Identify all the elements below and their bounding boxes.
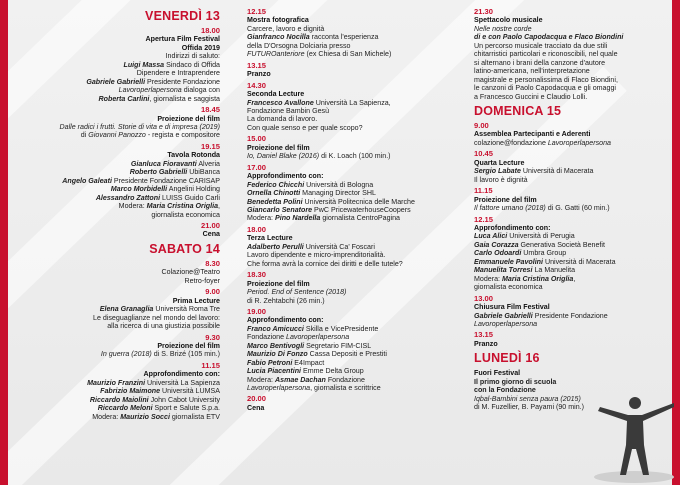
event-line: Gabriele Gabrielli Presidente Fondazione <box>86 77 220 86</box>
event-title: Pranzo <box>247 70 271 79</box>
event-block <box>247 395 455 412</box>
program-column-3 <box>474 8 670 415</box>
event-block <box>247 8 455 59</box>
event-line: Emmanuele Pavolini Università di Macerata <box>474 257 616 266</box>
event-line: FUTUROanteriore (ex Chiesa di San Michele) <box>247 50 392 59</box>
event-line: Modera: Maurizio Socci giornalista ETV <box>92 412 220 421</box>
event-line: di M. Fuzellier, B. Payami (90 min.) <box>474 403 584 412</box>
day-heading: SABATO 14 <box>149 241 220 256</box>
event-line: si alternano i brani della canzone d'autore <box>474 58 606 67</box>
event-line: Maurizio Di Fonzo Cassa Depositi e Prestiti <box>247 350 387 359</box>
event-line: Lavoroperlapersona, giornalista e scrittrice <box>247 384 381 393</box>
event-time: 11.15 <box>201 360 220 370</box>
event-line: di Giovanni Panozzo - regista e compositore <box>80 131 220 140</box>
left-red-bar <box>0 0 8 485</box>
event-line: Angelo Galeati Presidente Fondazione CARISAP <box>62 176 220 185</box>
event-line: Gabriele Gabrielli Presidente Fondazione <box>474 311 608 320</box>
event-block <box>474 295 670 329</box>
event-title: Terza Lecture <box>247 234 293 243</box>
event-title: Approfondimento con: <box>247 172 324 181</box>
event-time: 10.45 <box>474 149 494 159</box>
event-line: Francesco Avallone Università La Sapienza, <box>247 98 391 107</box>
event-title: Mostra fotografica <box>247 16 309 25</box>
event-time: 18.00 <box>200 26 220 35</box>
event-line: della D'Orsogna Dolciaria presso <box>247 41 351 50</box>
event-time: 8.30 <box>205 258 220 268</box>
event-line: colazione@fondazione Lavoroperlapersona <box>474 138 611 147</box>
event-time: 20.00 <box>247 394 267 404</box>
event-line: Franco Amicucci Skilla e VicePresidente <box>247 324 379 333</box>
event-block <box>20 143 220 219</box>
event-line: Iqbal-Bambini senza paura (2015) <box>474 394 581 403</box>
event-line: Giancarlo Senatore PwC PricewaterhouseCoopers <box>247 205 411 214</box>
event-block <box>474 331 670 348</box>
event-line: Gaia Corazza Generativa Società Benefit <box>474 240 605 249</box>
event-line: Fondazione Bambin Gesù <box>247 106 330 115</box>
event-block <box>247 62 455 79</box>
event-time: 18.45 <box>200 105 220 115</box>
event-title: Tavola Rotonda <box>167 151 220 160</box>
event-time: 17.00 <box>247 162 267 172</box>
event-line: Gianfranco Nocilla racconta l'esperienza <box>247 33 379 42</box>
event-line: Benedetta Polini Università Politecnica delle Marche <box>247 197 415 206</box>
event-line: Gianluca Fioravanti Alveria <box>130 159 220 168</box>
event-line: Luigi Massa Sindaco di Offida <box>123 60 220 69</box>
event-block <box>20 222 220 239</box>
event-line: Dipendere e Intraprendere <box>136 69 220 78</box>
event-title: Proiezione del film <box>247 279 310 288</box>
event-line: Modera: Pino Nardella giornalista CentroPagina <box>247 214 400 223</box>
event-line: Con quale senso e per quale scopo? <box>247 123 363 132</box>
event-line: Il fattore umano (2018) di G. Gatti (60 min.) <box>474 204 610 213</box>
event-line: Che forma avrà la cornice dei diritti e delle tutele? <box>247 259 403 268</box>
event-title: Proiezione del film <box>157 341 220 350</box>
event-line: Modera: Maria Cristina Origlia, <box>474 274 576 283</box>
event-title: Spettacolo musicale <box>474 16 543 25</box>
event-line: Colazione@Teatro <box>161 268 220 277</box>
program-column-2 <box>247 8 455 415</box>
event-line: giornalista economica <box>474 283 543 292</box>
event-title: Fuori Festival <box>474 369 521 378</box>
event-block <box>247 82 455 133</box>
event-title: Assemblea Partecipanti e Aderenti <box>474 130 591 139</box>
event-line: Io, Daniel Blake (2016) di K. Loach (100 min.) <box>247 152 391 161</box>
event-line: di R. Zehtabchi (26 min.) <box>247 296 325 305</box>
event-line: chitarristici particolari e riconoscibili, nel quale <box>474 50 618 59</box>
event-line: Le diseguaglianze nel mondo del lavoro: <box>93 313 220 322</box>
event-block <box>474 150 670 184</box>
event-line: Il lavoro è dignità <box>474 175 528 184</box>
event-block <box>20 106 220 140</box>
event-block <box>20 334 220 359</box>
event-time: 13.15 <box>247 60 267 70</box>
event-time: 12.15 <box>247 7 267 16</box>
event-line: Lavoro dipendente e micro-imprenditorialità. <box>247 251 386 260</box>
event-line: Indirizzi di saluto: <box>165 52 220 61</box>
event-time: 12.15 <box>474 214 494 224</box>
event-line: Riccardo Maiolini John Cabot University <box>89 395 220 404</box>
event-time: 13.15 <box>474 330 494 340</box>
event-block <box>20 27 220 103</box>
event-title: Cena <box>202 230 220 239</box>
event-time: 19.00 <box>247 306 267 316</box>
event-block <box>247 135 455 160</box>
event-title: Approfondimento con: <box>143 370 220 379</box>
event-line: Modera: Maria Cristina Origlia, <box>118 202 220 211</box>
event-block <box>474 8 670 101</box>
event-line: La domanda di lavoro. <box>247 115 318 124</box>
event-time: 18.00 <box>247 224 267 234</box>
event-line: Ornella Chinotti Managing Director SHL <box>247 189 376 198</box>
event-title: Proiezione del film <box>474 195 537 204</box>
day-heading: LUNEDÌ 16 <box>474 351 540 366</box>
event-line: Sergio Labate Università di Macerata <box>474 167 594 176</box>
event-block <box>20 288 220 330</box>
event-block <box>247 226 455 268</box>
event-line: le canzoni di Paolo Capodacqua e gli omaggi <box>474 84 616 93</box>
event-title: Quarta Lecture <box>474 158 525 167</box>
event-line: Retro-foyer <box>184 276 220 285</box>
event-title: Chiusura Film Festival <box>474 303 550 312</box>
event-time: 13.00 <box>474 293 494 303</box>
event-line: latino-americana, nell'interpretazione <box>474 67 590 76</box>
event-line: magistrale e personalissima di Flaco Biondini, <box>474 75 618 84</box>
event-line: Riccardo Meloni Sport e Salute S.p.a. <box>97 404 220 413</box>
event-line: Lavoroperlapersona <box>474 319 538 328</box>
event-line: giornalista economica <box>151 210 220 219</box>
event-block <box>247 308 455 393</box>
event-line: Elena Granaglia Università Roma Tre <box>99 305 220 314</box>
event-line: Maurizio Franzini Università La Sapienza <box>87 378 220 387</box>
event-line: Roberto Gabrielli UbiBanca <box>129 168 220 177</box>
event-title: Offida 2019 <box>181 43 220 52</box>
day-heading: DOMENICA 15 <box>474 103 562 118</box>
event-time: 9.30 <box>205 332 220 342</box>
event-line: Federico Chicchi Università di Bologna <box>247 180 374 189</box>
event-line: Carlo Odoardi Umbra Group <box>474 249 567 258</box>
event-line: Fabrizio Maimone Università LUMSA <box>100 387 220 396</box>
event-title: Prima Lecture <box>172 296 220 305</box>
event-time: 15.00 <box>247 134 267 144</box>
day-heading: VENERDÌ 13 <box>145 9 220 23</box>
event-line: con la Fondazione <box>474 386 536 395</box>
event-time: 9.00 <box>474 120 489 130</box>
event-time: 21.30 <box>474 7 494 16</box>
person-silhouette-illustration <box>588 385 680 485</box>
event-block <box>474 216 670 292</box>
event-time: 9.00 <box>205 287 220 297</box>
event-line: Fabio Petroni E4Impact <box>247 358 325 367</box>
event-block <box>247 271 455 305</box>
event-line: Dalle radici i frutti. Storie di vita e di impresa (2019) <box>59 122 220 131</box>
event-line: Un percorso musicale tracciato da due stili <box>474 41 608 50</box>
event-line: Alessandro Zattoni LUISS Guido Carli <box>95 193 220 202</box>
event-line: Lucia Piacentini Emme Delta Group <box>247 367 364 376</box>
event-line: Nelle nostre corde <box>474 24 532 33</box>
program-column-1 <box>20 8 220 424</box>
event-block <box>20 362 220 421</box>
event-line: Modera: Asmae Dachan Fondazione <box>247 375 365 384</box>
event-line: Marco Morbidelli Angelini Holding <box>110 185 220 194</box>
event-block <box>20 260 220 285</box>
event-block <box>247 164 455 223</box>
event-line: Marco Bentivogli Segretario FIM-CISL <box>247 341 372 350</box>
event-line: Lavoroperlapersona dialoga con <box>118 86 220 95</box>
event-block <box>474 187 670 212</box>
event-title: Approfondimento con: <box>247 316 324 325</box>
event-line: alla ricerca di una giustizia possibile <box>107 322 220 331</box>
event-title: Proiezione del film <box>247 143 310 152</box>
event-time: 14.30 <box>247 80 267 90</box>
event-line: Carcere, lavoro e dignità <box>247 24 325 33</box>
event-line: Luca Alici Università di Perugia <box>474 232 575 241</box>
event-title: Apertura Film Festival <box>145 35 220 44</box>
event-line: Fondazione Lavoroperlapersona <box>247 333 350 342</box>
event-time: 21.00 <box>200 220 220 230</box>
event-line: Manuelita Torresi La Manuelita <box>474 266 576 275</box>
event-title: Pranzo <box>474 339 498 348</box>
event-time: 19.15 <box>200 141 220 151</box>
event-line: di e con Paolo Capodacqua e Flaco Biondini <box>474 33 624 42</box>
event-line: Period. End of Sentence (2018) <box>247 288 347 297</box>
event-line: Il primo giorno di scuola <box>474 377 557 386</box>
event-title: Cena <box>247 403 265 412</box>
event-title: Proiezione del film <box>157 114 220 123</box>
event-line: In guerra (2018) di S. Brizé (105 min.) <box>100 350 220 359</box>
event-line: Adalberto Perulli Università Ca' Foscari <box>247 242 375 251</box>
event-line: a Francesco Guccini e Claudio Lolli. <box>474 92 588 101</box>
event-line: Roberta Carlini, giornalista e saggista <box>98 94 220 103</box>
event-block <box>474 122 670 147</box>
event-time: 11.15 <box>474 186 493 196</box>
event-title: Approfondimento con: <box>474 223 551 232</box>
event-title: Seconda Lecture <box>247 90 305 99</box>
event-time: 18.30 <box>247 270 267 280</box>
